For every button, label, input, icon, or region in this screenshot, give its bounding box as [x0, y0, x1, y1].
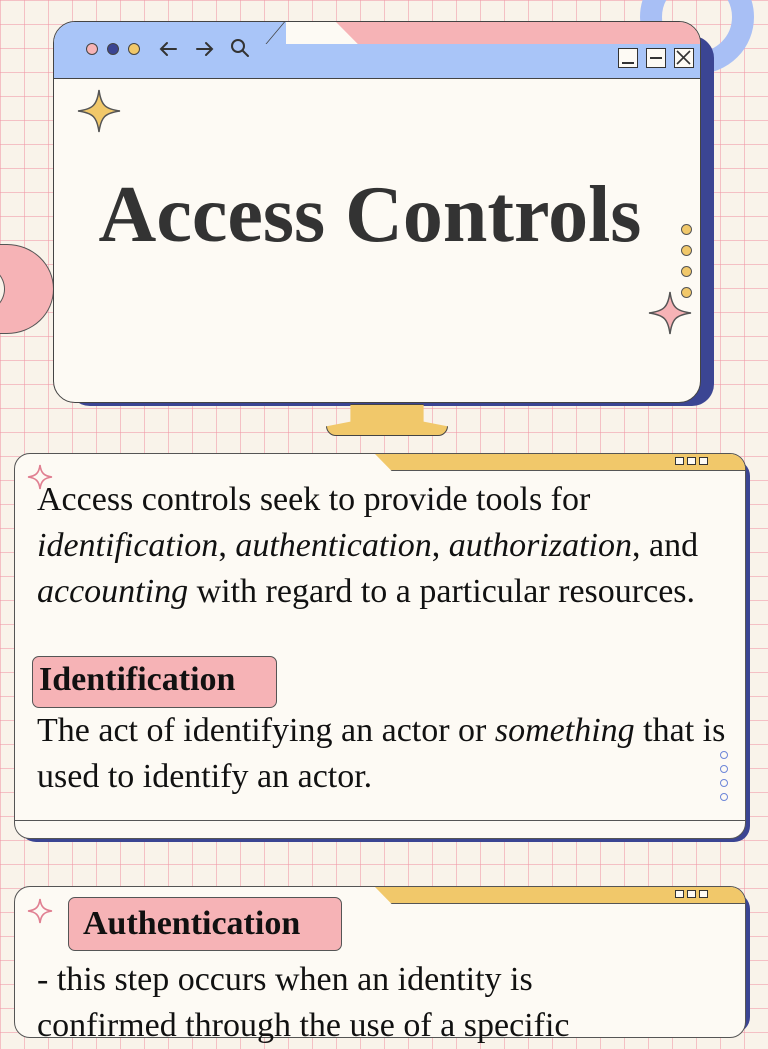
close-icon[interactable] [674, 48, 694, 68]
section-heading-identification: Identification [32, 656, 277, 708]
authentication-line-2: confirmed through the use of a specific [37, 1007, 570, 1044]
close-icon[interactable] [699, 457, 708, 465]
window-tab [336, 22, 701, 45]
decorative-dot [681, 287, 692, 298]
authentication-line-1: - this step occurs when an identity is [37, 961, 533, 998]
page-title: Access Controls [98, 171, 642, 259]
monitor-stand [326, 404, 448, 436]
intro-term-identification: identification [37, 527, 219, 564]
back-arrow-icon[interactable] [156, 37, 180, 66]
maximize-icon[interactable] [646, 48, 666, 68]
identification-definition: The act of identifying an actor or something that is used to identify an actor. [37, 712, 726, 795]
card1-intro: Access controls seek to provide tools for identification, authentication, authorization, and accounting with regard to a particular resources. [37, 481, 699, 610]
minimize-icon[interactable] [618, 48, 638, 68]
decorative-dot [681, 245, 692, 256]
decorative-dot [720, 779, 728, 787]
maximize-icon[interactable] [687, 890, 696, 898]
window-dot-pink [86, 43, 98, 55]
close-icon[interactable] [699, 890, 708, 898]
decorative-dot [720, 793, 728, 801]
window-toolbar [54, 44, 700, 79]
decorative-dot [681, 266, 692, 277]
window-dot-navy [107, 43, 119, 55]
intro-term-accounting: accounting [37, 573, 189, 610]
decorative-pink-arc [0, 244, 54, 334]
intro-term-authorization: authorization [448, 527, 632, 564]
minimize-icon[interactable] [675, 890, 684, 898]
intro-term-authentication: authentication [235, 527, 432, 564]
four-point-star-icon [27, 898, 53, 929]
four-point-star-icon [76, 88, 122, 139]
minimize-icon[interactable] [675, 457, 684, 465]
maximize-icon[interactable] [687, 457, 696, 465]
decorative-dot [720, 765, 728, 773]
window-dot-yellow [128, 43, 140, 55]
intro-text: Access controls seek to provide tools for [37, 481, 591, 518]
decorative-dot [720, 751, 728, 759]
definition-emphasis: something [494, 712, 635, 749]
decorative-dot [681, 224, 692, 235]
forward-arrow-icon[interactable] [193, 37, 217, 66]
section-heading-authentication: Authentication [68, 897, 342, 951]
search-icon[interactable] [229, 37, 251, 64]
